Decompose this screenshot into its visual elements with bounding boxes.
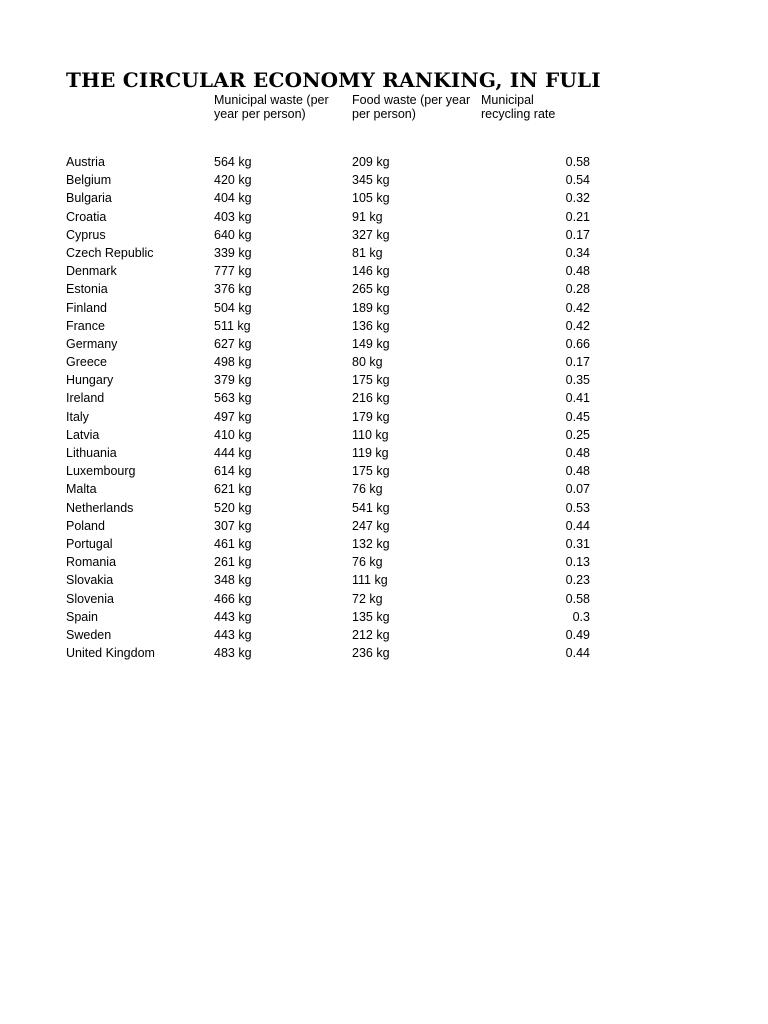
page-title: THE CIRCULAR ECONOMY RANKING, IN FULI: [66, 68, 601, 92]
food-waste-cell: 212 kg: [352, 627, 390, 642]
municipal-waste-cell: 640 kg: [214, 227, 252, 242]
table-row: [0, 590, 768, 608]
table-row: [0, 335, 768, 353]
recycling-rate-cell: 0.42: [565, 300, 590, 315]
header-recycling-rate: Municipal recycling rate: [481, 93, 556, 121]
table-row: [0, 462, 768, 480]
data-table: [0, 153, 768, 662]
table-row: [0, 280, 768, 298]
country-cell: Belgium: [66, 173, 112, 188]
municipal-waste-cell: 614 kg: [214, 464, 252, 479]
food-waste-cell: 146 kg: [352, 264, 390, 279]
food-waste-cell: 136 kg: [352, 318, 390, 333]
table-row: [0, 208, 768, 226]
recycling-rate-cell: 0.66: [565, 336, 590, 351]
country-cell: Portugal: [66, 536, 113, 551]
food-waste-cell: 175 kg: [352, 464, 390, 479]
country-cell: Austria: [66, 155, 105, 169]
food-waste-cell: 105 kg: [352, 191, 390, 206]
table-row: [0, 535, 768, 553]
country-cell: United Kingdom: [66, 646, 155, 661]
municipal-waste-cell: 261 kg: [214, 555, 252, 570]
municipal-waste-cell: 498 kg: [214, 355, 252, 370]
food-waste-cell: 80 kg: [352, 355, 383, 370]
table-row: [0, 571, 768, 589]
country-cell: Slovenia: [66, 591, 114, 606]
food-waste-cell: 76 kg: [352, 482, 383, 497]
table-row: [0, 608, 768, 626]
recycling-rate-cell: 0.32: [565, 191, 590, 206]
table-row: [0, 171, 768, 189]
country-cell: Cyprus: [66, 227, 106, 242]
municipal-waste-cell: 466 kg: [214, 591, 252, 606]
table-row: [0, 480, 768, 498]
table-row: [0, 444, 768, 462]
country-cell: Italy: [66, 409, 89, 424]
municipal-waste-cell: 627 kg: [214, 336, 252, 351]
country-cell: Lithuania: [66, 446, 117, 460]
country-cell: Denmark: [66, 264, 117, 279]
recycling-rate-cell: 0.28: [565, 282, 590, 297]
food-waste-cell: 135 kg: [352, 609, 390, 624]
municipal-waste-cell: 777 kg: [214, 264, 252, 279]
table-row: [0, 189, 768, 207]
table-row: [0, 317, 768, 335]
municipal-waste-cell: 420 kg: [214, 173, 252, 188]
recycling-rate-cell: 0.17: [565, 355, 590, 370]
table-row: [0, 153, 768, 171]
municipal-waste-cell: 621 kg: [214, 482, 252, 497]
food-waste-cell: 91 kg: [352, 209, 383, 224]
recycling-rate-cell: 0.3: [572, 609, 590, 624]
food-waste-cell: 72 kg: [352, 591, 383, 606]
food-waste-cell: 247 kg: [352, 518, 390, 533]
recycling-rate-cell: 0.23: [565, 573, 590, 588]
food-waste-cell: 216 kg: [352, 391, 390, 406]
food-waste-cell: 132 kg: [352, 536, 390, 551]
municipal-waste-cell: 443 kg: [214, 627, 252, 642]
municipal-waste-cell: 511 kg: [214, 318, 251, 333]
recycling-rate-cell: 0.49: [565, 627, 590, 642]
table-row: [0, 553, 768, 571]
country-cell: Germany: [66, 336, 118, 351]
food-waste-cell: 189 kg: [352, 300, 390, 315]
food-waste-cell: 111 kg: [352, 573, 388, 588]
header-food-waste: Food waste (per year per person): [352, 93, 471, 121]
municipal-waste-cell: 376 kg: [214, 282, 252, 297]
municipal-waste-cell: 461 kg: [214, 536, 252, 551]
food-waste-cell: 209 kg: [352, 155, 390, 169]
recycling-rate-cell: 0.13: [565, 555, 590, 570]
recycling-rate-cell: 0.31: [565, 536, 590, 551]
food-waste-cell: 149 kg: [352, 336, 390, 351]
municipal-waste-cell: 483 kg: [214, 646, 252, 661]
table-row: [0, 408, 768, 426]
municipal-waste-cell: 520 kg: [214, 500, 252, 515]
recycling-rate-cell: 0.48: [565, 446, 590, 460]
food-waste-cell: 119 kg: [352, 446, 389, 460]
municipal-waste-cell: 339 kg: [214, 245, 252, 260]
country-cell: France: [66, 318, 105, 333]
food-waste-cell: 345 kg: [352, 173, 390, 188]
recycling-rate-cell: 0.44: [565, 518, 590, 533]
recycling-rate-cell: 0.41: [565, 391, 590, 406]
country-cell: Malta: [66, 482, 97, 497]
country-cell: Poland: [66, 518, 105, 533]
country-cell: Spain: [66, 609, 98, 624]
header-municipal-waste: Municipal waste (per year per person): [214, 93, 329, 121]
municipal-waste-cell: 348 kg: [214, 573, 252, 588]
country-cell: Romania: [66, 555, 117, 570]
country-cell: Luxembourg: [66, 464, 136, 479]
municipal-waste-cell: 379 kg: [214, 373, 252, 388]
country-cell: Slovakia: [66, 573, 114, 588]
recycling-rate-cell: 0.21: [565, 209, 590, 224]
country-cell: Estonia: [66, 282, 108, 297]
country-cell: Croatia: [66, 209, 107, 224]
food-waste-cell: 265 kg: [352, 282, 390, 297]
recycling-rate-cell: 0.58: [565, 591, 590, 606]
country-cell: Greece: [66, 355, 107, 370]
municipal-waste-cell: 404 kg: [214, 191, 252, 206]
recycling-rate-cell: 0.42: [565, 318, 590, 333]
table-row: [0, 517, 768, 535]
table-row: [0, 371, 768, 389]
table-row: [0, 499, 768, 517]
table-row: [0, 644, 768, 662]
food-waste-cell: 327 kg: [352, 227, 390, 242]
table-row: [0, 244, 768, 262]
municipal-waste-cell: 497 kg: [214, 409, 252, 424]
recycling-rate-cell: 0.25: [565, 427, 590, 442]
recycling-rate-cell: 0.35: [565, 373, 590, 388]
table-row: [0, 262, 768, 280]
municipal-waste-cell: 504 kg: [214, 300, 252, 315]
municipal-waste-cell: 564 kg: [214, 155, 252, 169]
country-cell: Netherlands: [66, 500, 134, 515]
table-row: [0, 353, 768, 371]
recycling-rate-cell: 0.34: [565, 245, 590, 260]
recycling-rate-cell: 0.07: [565, 482, 590, 497]
food-waste-cell: 236 kg: [352, 646, 390, 661]
food-waste-cell: 541 kg: [352, 500, 390, 515]
municipal-waste-cell: 403 kg: [214, 209, 252, 224]
recycling-rate-cell: 0.48: [565, 464, 590, 479]
recycling-rate-cell: 0.54: [565, 173, 590, 188]
municipal-waste-cell: 410 kg: [214, 427, 252, 442]
country-cell: Latvia: [66, 427, 100, 442]
food-waste-cell: 110 kg: [352, 427, 389, 442]
table-row: [0, 626, 768, 644]
country-cell: Bulgaria: [66, 191, 112, 206]
country-cell: Hungary: [66, 373, 114, 388]
recycling-rate-cell: 0.17: [565, 227, 590, 242]
country-cell: Ireland: [66, 391, 105, 406]
food-waste-cell: 81 kg: [352, 245, 383, 260]
table-row: [0, 299, 768, 317]
recycling-rate-cell: 0.45: [565, 409, 590, 424]
recycling-rate-cell: 0.44: [565, 646, 590, 661]
municipal-waste-cell: 563 kg: [214, 391, 252, 406]
recycling-rate-cell: 0.48: [565, 264, 590, 279]
country-cell: Finland: [66, 300, 107, 315]
country-cell: Czech Republic: [66, 245, 154, 260]
food-waste-cell: 179 kg: [352, 409, 390, 424]
table-row: [0, 226, 768, 244]
country-cell: Sweden: [66, 627, 112, 642]
municipal-waste-cell: 444 kg: [214, 446, 252, 460]
municipal-waste-cell: 443 kg: [214, 609, 252, 624]
food-waste-cell: 175 kg: [352, 373, 390, 388]
table-row: [0, 426, 768, 444]
food-waste-cell: 76 kg: [352, 555, 383, 570]
recycling-rate-cell: 0.58: [565, 155, 590, 169]
municipal-waste-cell: 307 kg: [214, 518, 252, 533]
table-row: [0, 389, 768, 407]
recycling-rate-cell: 0.53: [565, 500, 590, 515]
